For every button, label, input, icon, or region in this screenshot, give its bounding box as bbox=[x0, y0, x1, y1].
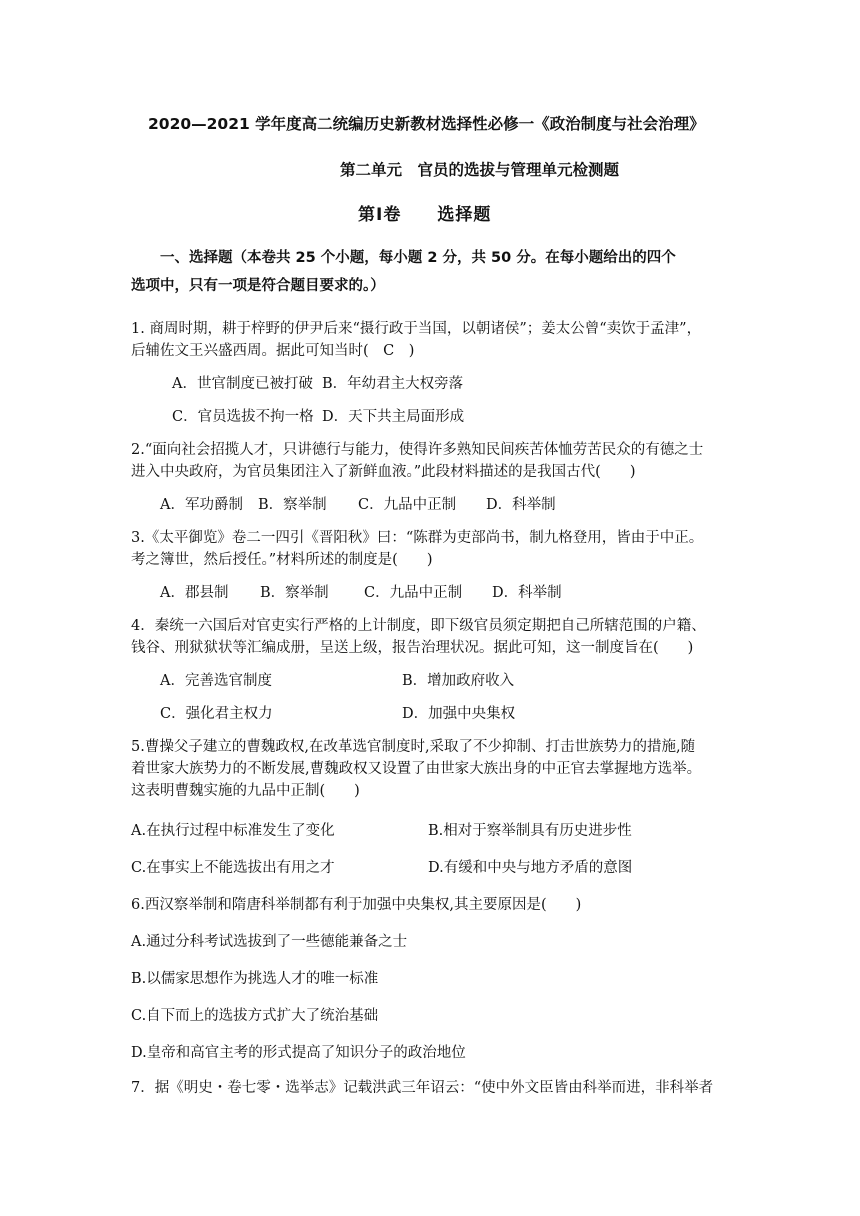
question-5-line-2: 着世家大族势力的不断发展,曹魏政权又设置了由世家大族出身的中正官去掌握地方选举。 bbox=[131, 761, 702, 777]
question-3-line-1: 3.《太平御览》卷二一四引《晋阳秋》曰：“陈群为吏部尚书，制九格登用，皆由于中正。 bbox=[131, 530, 704, 546]
question-2-option-a: A．军功爵制 bbox=[160, 497, 243, 513]
question-3-option-a: A．郡县制 bbox=[160, 585, 229, 601]
question-4-option-a: A．完善选官制度 bbox=[160, 673, 272, 689]
question-2-option-d: D．科举制 bbox=[486, 497, 556, 513]
question-3-option-d: D．科举制 bbox=[492, 585, 562, 601]
question-3-option-b: B．察举制 bbox=[260, 585, 329, 601]
question-4-option-d: D．加强中央集权 bbox=[402, 706, 516, 722]
question-3-line-2: 考之簿世，然后授任。”材料所述的制度是( ) bbox=[131, 552, 433, 568]
question-5-option-d: D.有缓和中央与地方矛盾的意图 bbox=[428, 860, 633, 876]
section-instruction-line-2: 选项中，只有一项是符合题目要求的。） bbox=[131, 278, 385, 294]
question-5-option-b: B.相对于察举制具有历史进步性 bbox=[428, 823, 632, 839]
question-1-option-c: C．官员选拔不拘一格 bbox=[172, 409, 314, 425]
question-5-line-1: 5.曹操父子建立的曹魏政权,在改革选官制度时,采取了不少抑制、打击世族势力的措施,随 bbox=[131, 739, 696, 755]
question-4-option-c: C．强化君主权力 bbox=[160, 706, 273, 722]
question-2-line-2: 进入中央政府，为官员集团注入了新鲜血液。”此段材料描述的是我国古代( ) bbox=[131, 464, 636, 480]
question-6-option-a: A.通过分科考试选拔到了一些德能兼备之士 bbox=[131, 934, 408, 950]
question-3-option-c: C．九品中正制 bbox=[364, 585, 463, 601]
question-1-line-1: 1. 商周时期，耕于梓野的伊尹后来“摄行政于当国，以朝诸侯”；姜太公曾“卖饮于孟津”， bbox=[131, 321, 702, 337]
question-2-option-b: B．察举制 bbox=[258, 497, 327, 513]
question-2-option-c: C．九品中正制 bbox=[358, 497, 457, 513]
document-title: 2020—2021 学年度高二统编历史新教材选择性必修一《政治制度与社会治理》 bbox=[148, 115, 705, 133]
section-instruction-line-1: 一、选择题（本卷共 25 个小题，每小题 2 分，共 50 分。在每小题给出的四个 bbox=[160, 250, 676, 266]
question-1-line-2: 后辅佐文王兴盛西周。据此可知当时( C ) bbox=[131, 343, 415, 359]
question-6-option-b: B.以儒家思想作为挑选人才的唯一标准 bbox=[131, 971, 379, 987]
question-4-line-1: 4．秦统一六国后对官吏实行严格的上计制度，即下级官员须定期把自己所辖范围的户籍、 bbox=[131, 618, 706, 634]
question-4-option-b: B．增加政府收入 bbox=[402, 673, 515, 689]
question-1-option-d: D．天下共主局面形成 bbox=[322, 409, 465, 425]
question-1-option-b: B．年幼君主大权旁落 bbox=[322, 376, 464, 392]
question-1-option-a: A．世官制度已被打破 bbox=[172, 376, 313, 392]
document-subtitle: 第二单元 官员的选拔与管理单元检测题 bbox=[340, 161, 620, 179]
question-6-option-d: D.皇帝和高官主考的形式提高了知识分子的政治地位 bbox=[131, 1045, 466, 1061]
question-6-line-1: 6.西汉察举制和隋唐科举制都有利于加强中央集权,其主要原因是( ) bbox=[131, 897, 582, 913]
question-5-option-a: A.在执行过程中标准发生了变化 bbox=[131, 823, 335, 839]
question-7-line-1: 7．据《明史・卷七零・选举志》记载洪武三年诏云：“使中外文臣皆由科举而进，非科举者 bbox=[131, 1080, 714, 1096]
volume-heading: 第Ⅰ卷 选择题 bbox=[358, 205, 492, 225]
question-5-option-c: C.在事实上不能选拔出有用之才 bbox=[131, 860, 335, 876]
question-6-option-c: C.自下而上的选拔方式扩大了统治基础 bbox=[131, 1008, 379, 1024]
question-2-line-1: 2.“面向社会招揽人才，只讲德行与能力，使得许多熟知民间疾苦体恤劳苦民众的有德之士 bbox=[131, 442, 704, 458]
question-4-line-2: 钱谷、刑狱狱状等汇编成册，呈送上级，报告治理状况。据此可知，这一制度旨在( ) bbox=[131, 640, 694, 656]
question-5-line-3: 这表明曹魏实施的九品中正制( ) bbox=[131, 783, 360, 799]
